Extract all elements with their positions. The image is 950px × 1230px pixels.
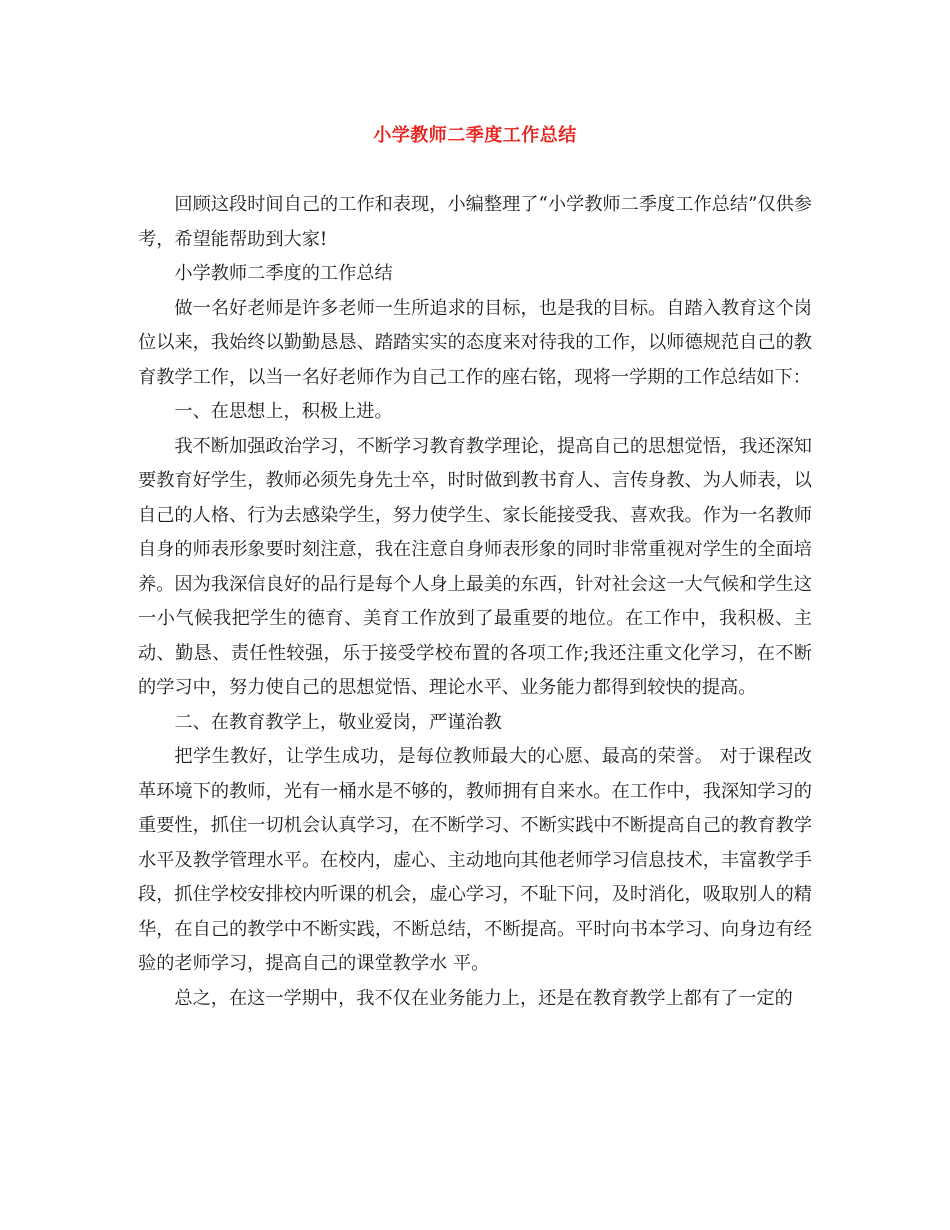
body-paragraph: 我不断加强政治学习，不断学习教育教学理论，提高自己的思想觉悟，我还深知要教育好学生，教师必须先身先士卒，时时做到教书育人、言传身教、为人师表，以自己的人格、行为去感染学生，努力使学生、家长能接受我、喜欢我。作为一名教师自身的师表形象要时刻注意，我在注意自身师表形象的同时非常重视对学生的全面培养。因为我深信良好的品行是每个人身上最美的东西，针对社会这一大气候和学生这一小气候我把学生的德育、美育工作放到了最重要的地位。在工作中，我积极、主动、勤恳、责任性较强，乐于接受学校布置的各项工作;我还注重文化学习，在不断的学习中，努力使自己的思想觉悟、理论水平、业务能力都得到较快的提高。 bbox=[138, 435, 812, 698]
intro-paragraph: 回顾这段时间自己的工作和表现，小编整理了“小学教师二季度工作总结”仅供参考，希望能帮助到大家! bbox=[138, 194, 812, 250]
section-heading-1: 一、在思想上，积极上进。 bbox=[174, 401, 393, 422]
document-title: 小学教师二季度工作总结 bbox=[373, 125, 577, 146]
body-paragraph: 把学生教好，让学生成功，是每位教师最大的心愿、最高的荣誉。 对于课程改革环境下的教师，光有一桶水是不够的，教师拥有自来水。在工作中，我深知学习的重要性，抓住一切机会认真学习，在不断学习、不断实践中不断提高自己的教育教学水平及教学管理水平。在校内，虚心、主动地向其他老师学习信息技术，丰富教学手段，抓住学校安排校内听课的机会，虚心学习，不耻下问，及时消化，吸取别人的精华，在自己的教学中不断实践，不断总结，不断提高。平时向书本学习、向身边有经验的老师学习，提高自己的课堂教学水 平。 bbox=[138, 746, 812, 974]
body-paragraph: 总之，在这一学期中，我不仅在业务能力上，还是在教育教学上都有了一定的 bbox=[174, 987, 793, 1009]
document-body bbox=[138, 188, 812, 1016]
body-paragraph: 做一名好老师是许多老师一生所追求的目标，也是我的目标。自踏入教育这个岗位以来，我始终以勤勤恳恳、踏踏实实的态度来对待我的工作，以师德规范自己的教育教学工作，以当一名好老师作为自己工作的座右铭，现将一学期的工作总结如下： bbox=[138, 297, 812, 388]
section-heading-2: 二、在教育教学上，敬业爱岗，严谨治教 bbox=[174, 711, 502, 733]
subtitle-paragraph: 小学教师二季度的工作总结 bbox=[174, 263, 393, 284]
